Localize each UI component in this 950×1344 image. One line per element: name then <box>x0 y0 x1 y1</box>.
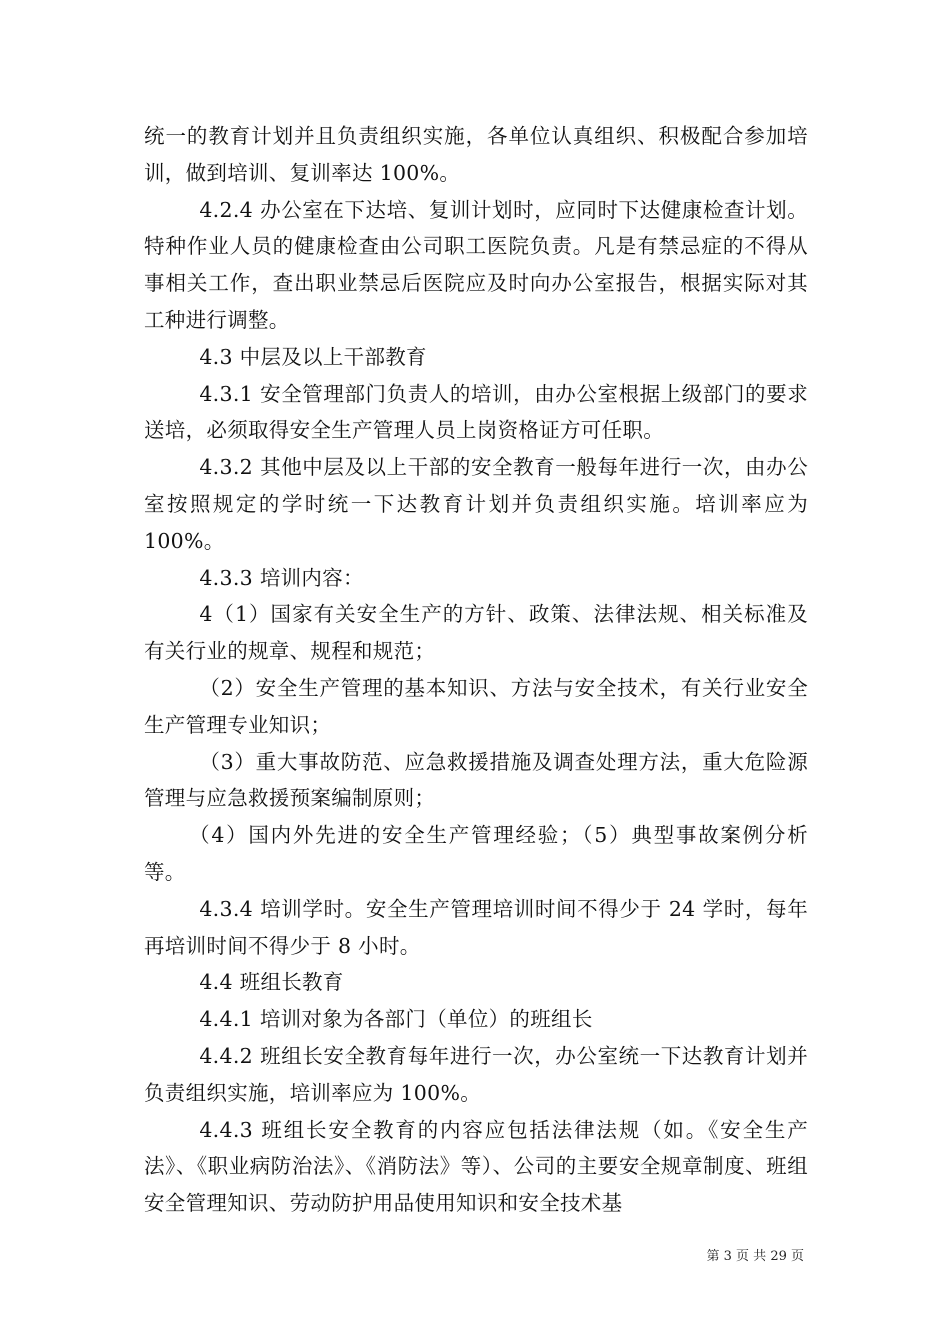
paragraph-4-3-1: 4.3.1 安全管理部门负责人的培训，由办公室根据上级部门的要求送培，必须取得安全生产管理人员上岗资格证方可任职。 <box>144 381 808 443</box>
paragraph-4-4-1: 4.4.1 培训对象为各部门（单位）的班组长 <box>199 1007 593 1032</box>
paragraph-4-4-2: 4.4.2 班组长安全教育每年进行一次，办公室统一下达教育计划并负责组织实施，培训率应为 100%。 <box>144 1043 808 1105</box>
paragraph-4-4-3: 4.4.3 班组长安全教育的内容应包括法律法规（如。《安全生产法》、《职业病防治法》、《消防法》等）、公司的主要安全规章制度、班组安全管理知识、劳动防护用品使用知识和安全技术基 <box>144 1117 808 1216</box>
page-number-footer: 第 3 页 共 29 页 <box>706 1249 804 1264</box>
list-item-1: 4（1）国家有关安全生产的方针、政策、法律法规、相关标准及有关行业的规章、规程和规范； <box>144 602 808 664</box>
body-text <box>144 118 808 1222</box>
list-item-4-5: （4）国内外先进的安全生产管理经验；（5）典型事故案例分析等。 <box>144 823 808 884</box>
paragraph-continuation: 统一的教育计划并且负责组织实施，各单位认真组织、积极配合参加培训，做到培训、复训率达 100%。 <box>144 124 808 185</box>
paragraph-4-3-3: 4.3.3 培训内容： <box>199 565 364 590</box>
paragraph-4-3-4: 4.3.4 培训学时。安全生产管理培训时间不得少于 24 学时，每年再培训时间不得少于 8 小时。 <box>144 896 808 958</box>
list-item-2: （2）安全生产管理的基本知识、方法与安全技术，有关行业安全生产管理专业知识； <box>144 675 808 737</box>
paragraph-4-3-2: 4.3.2 其他中层及以上干部的安全教育一般每年进行一次，由办公室按照规定的学时统一下达教育计划并负责组织实施。培训率应为 100%。 <box>144 455 808 553</box>
list-item-3: （3）重大事故防范、应急救援措施及调查处理方法，重大危险源管理与应急救援预案编制原则； <box>144 749 808 811</box>
heading-4-4: 4.4 班组长教育 <box>199 970 344 995</box>
heading-4-3: 4.3 中层及以上干部教育 <box>199 344 427 369</box>
paragraph-4-2-4: 4.2.4 办公室在下达培、复训计划时，应同时下达健康检查计划。特种作业人员的健康检查由公司职工医院负责。凡是有禁忌症的不得从事相关工作，查出职业禁忌后医院应及时向办公室报告，根据实际对其工种进行调整。 <box>144 197 808 332</box>
